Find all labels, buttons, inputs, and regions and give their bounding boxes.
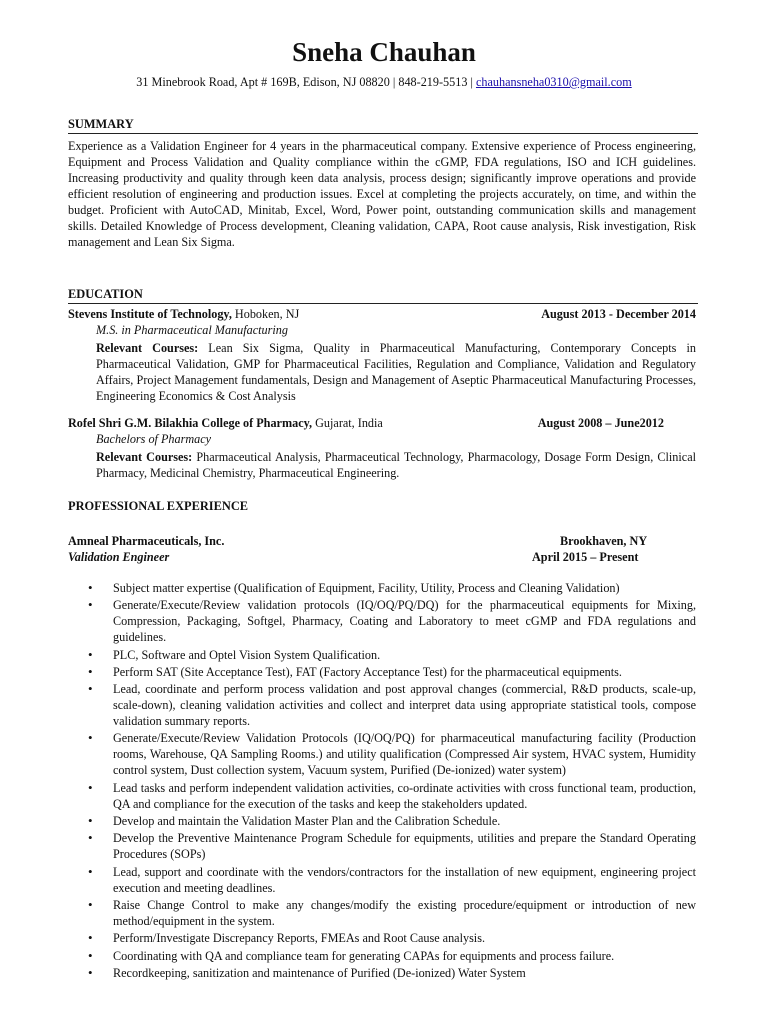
responsibility-item	[88, 965, 696, 981]
responsibility-text: Lead tasks and perform independent validation activities, co-ordinate activities with cross functional team, production, QA and compliance for the execution of the tasks and keep the stakeholders updated.	[113, 780, 696, 811]
courses-label: Relevant Courses:	[96, 450, 193, 464]
contact-line	[0, 74, 768, 90]
responsibility-item	[88, 580, 696, 596]
responsibility-item	[88, 597, 696, 645]
email-link[interactable]: chauhansneha0310@gmail.com	[475, 75, 632, 89]
bullet-point: •	[88, 830, 93, 846]
bullet-point: •	[88, 580, 93, 595]
education-dates: August 2013 - December 2014	[541, 307, 696, 321]
degree-name: Bachelors of Pharmacy	[96, 432, 212, 446]
responsibility-text: Perform/Investigate Discrepancy Reports, FMEAs and Root Cause analysis.	[113, 931, 485, 946]
responsibility-item	[88, 681, 696, 729]
summary-text: Experience as a Validation Engineer for 4 years in the pharmaceutical company. Extensive experience of Process engineering, Equipment and Process Validation and Quality compliance within the cGMP, FDA regulations, ISO and ICH guidelines. Increasing productivity and quality through keen data analysis, process design; significantly improve operations and provide efficient resolution of engineering and production issues. Excel at completing the projects accurately, on time, and within the budget. Proficient with AutoCAD, Minitab, Excel, Word, Power point, outstanding communication skills and management skills. Detailed Knowledge of Process development, Cleaning validation, CAPA, Root cause analysis, Risk investigation, Risk management and Lean Six Sigma.	[68, 139, 696, 249]
bullet-point: •	[88, 863, 93, 879]
bullet-point: •	[88, 681, 93, 697]
responsibility-item	[88, 664, 696, 680]
school-name: Rofel Shri G.M. Bilakhia College of Pharmacy,	[68, 416, 313, 430]
responsibility-text: Lead, support and coordinate with the vendors/contractors for the installation of new equipment, engineering project execution and meeting deadlines.	[113, 864, 696, 895]
responsibility-text: Generate/Execute/Review validation protocols (IQ/OQ/PQ/DQ) for the pharmaceutical equipments for Mixing, Compression, Packaging, Softgel, Pharmacy, Coating and Laboratory to meet cGMP and FDA regulations and guidelines.	[113, 598, 696, 645]
responsibility-item	[88, 948, 696, 964]
responsibility-item	[88, 813, 696, 829]
responsibility-text: PLC, Software and Optel Vision System Qualification.	[113, 647, 381, 662]
courses-list: Lean Six Sigma, Quality in Pharmaceutical Manufacturing, Contemporary Concepts in Pharmaceutical Validation, GMP for Pharmaceutical Facilities, Regulation and Compliance, Validation and Regulatory Affairs, Project Management fundamentals, Design and Management of Aseptic Pharmaceutical Manufacturing Processes, Engineering Economics & Cost Analysis	[96, 341, 696, 403]
courses-list: Pharmaceutical Analysis, Pharmaceutical Technology, Pharmacology, Dosage Form Design, Clinical Pharmacy, Medicinal Chemistry, Pharmaceutical Engineering.	[96, 450, 696, 480]
responsibilities-list	[88, 580, 696, 982]
bullet-point: •	[88, 930, 93, 946]
company-name: Amneal Pharmaceuticals, Inc.	[68, 534, 225, 548]
school-location: Gujarat, India	[312, 416, 383, 430]
school-name: Stevens Institute of Technology,	[68, 307, 232, 321]
experience-heading: PROFESSIONAL EXPERIENCE	[68, 499, 249, 513]
responsibility-item	[88, 647, 696, 663]
responsibility-text: Develop the Preventive Maintenance Program Schedule for equipments, utilities and prepare the Standard Operating Procedures (SOPs)	[113, 831, 696, 862]
summary-heading: SUMMARY	[68, 116, 698, 134]
bullet-point: •	[88, 896, 93, 912]
responsibility-item	[88, 864, 696, 896]
responsibility-item	[88, 830, 696, 862]
school-location: Hoboken, NJ	[231, 307, 300, 321]
responsibility-text: Recordkeeping, sanitization and maintenance of Purified (De-ionized) Water System	[113, 965, 526, 980]
responsibility-text: Subject matter expertise (Qualification of Equipment, Facility, Utility, Process and Cleaning Validation)	[113, 581, 620, 595]
responsibility-item	[88, 930, 696, 946]
job-dates: April 2015 – Present	[532, 550, 639, 564]
candidate-name: Sneha Chauhan	[292, 37, 476, 67]
bullet-point: •	[88, 646, 93, 662]
responsibility-text: Generate/Execute/Review Validation Protocols (IQ/OQ/PQ) for pharmaceutical manufacturing facility (Production rooms, Warehouse, QA Sampling Rooms.) and utility qualification (Compressed Air system, HVAC system, Humidity control system, Dust collection system, Vacuum system, Purified (De-ionized) water system)	[113, 731, 696, 778]
responsibility-text: Perform SAT (Site Acceptance Test), FAT (Factory Acceptance Test) for the pharmaceutical equipments.	[113, 664, 622, 679]
education-heading: EDUCATION	[68, 286, 698, 304]
bullet-point: •	[88, 663, 93, 679]
responsibility-item	[88, 897, 696, 929]
bullet-point: •	[88, 947, 93, 963]
responsibility-text: Lead, coordinate and perform process validation and post approval changes (commercial, R&D products, scale-up, scale-down), cleaning validation activities and collect and interpret data using appropriate statistical tools, compose validation summary reports.	[113, 682, 696, 729]
bullet-point: •	[88, 813, 93, 829]
degree-name: M.S. in Pharmaceutical Manufacturing	[96, 323, 288, 337]
education-dates: August 2008 – June2012	[537, 416, 664, 430]
responsibility-text: Coordinating with QA and compliance team for generating CAPAs for equipments and process failure.	[113, 948, 615, 963]
responsibility-item	[88, 730, 696, 778]
job-title: Validation Engineer	[68, 550, 170, 564]
responsibility-item	[88, 780, 696, 812]
bullet-point: •	[88, 597, 93, 613]
contact-address-phone: 31 Minebrook Road, Apt # 169B, Edison, NJ 08820 | 848-219-5513 |	[136, 75, 476, 89]
bullet-point: •	[88, 779, 93, 795]
relevant-courses	[96, 449, 696, 481]
courses-label: Relevant Courses:	[96, 341, 199, 355]
responsibility-text: Develop and maintain the Validation Master Plan and the Calibration Schedule.	[113, 814, 501, 829]
job-location: Brookhaven, NY	[560, 534, 648, 548]
responsibility-text: Raise Change Control to make any changes/modify the existing procedure/equipment or introduction of new method/equipment in the system.	[113, 897, 696, 928]
relevant-courses	[96, 340, 696, 404]
bullet-point: •	[88, 964, 93, 980]
bullet-point: •	[88, 730, 93, 746]
